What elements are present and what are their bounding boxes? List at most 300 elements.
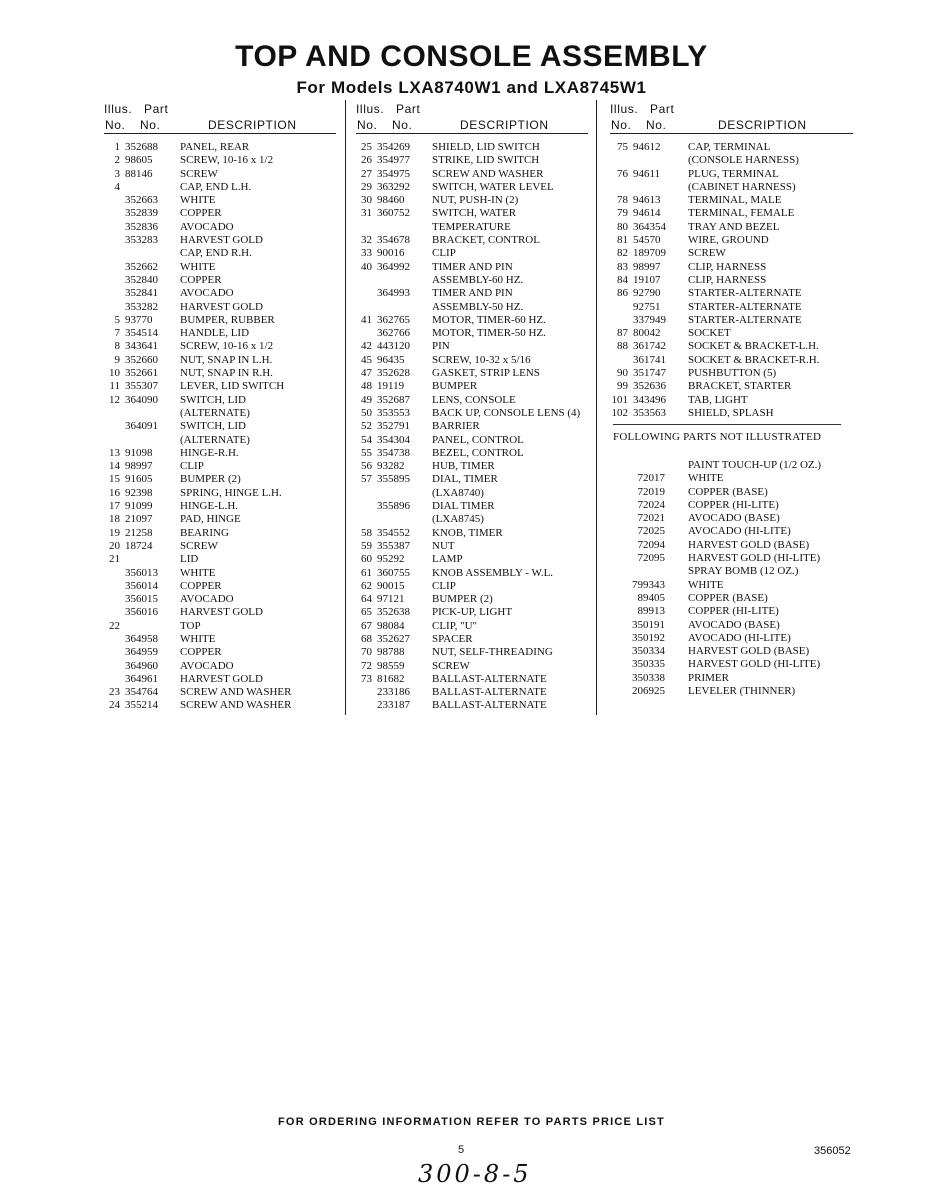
illus-number: 21 [109, 553, 120, 566]
illus-number: 4 [114, 180, 120, 193]
column-header [356, 100, 588, 134]
part-number: 89405 [637, 591, 665, 604]
part-description: (LXA8745) [432, 513, 484, 526]
part-description: HARVEST GOLD (BASE) [688, 645, 810, 658]
table-row [356, 699, 588, 712]
table-row [610, 181, 853, 194]
part-description: GASKET, STRIP LENS [432, 367, 540, 380]
part-number: 21097 [125, 513, 153, 526]
part-number: 343496 [633, 393, 666, 406]
part-number: 351747 [633, 367, 666, 380]
illus-number: 8 [114, 340, 120, 353]
table-row [610, 301, 853, 314]
part-number: 91099 [125, 500, 153, 513]
table-row [610, 314, 853, 327]
table-row [104, 513, 336, 526]
header-part: Part [144, 102, 169, 116]
table-row [610, 194, 853, 207]
part-number: 360755 [377, 566, 410, 579]
part-description: LID [180, 553, 199, 566]
part-description: STARTER-ALTERNATE [688, 313, 802, 326]
part-number: 92790 [633, 287, 661, 300]
part-description: NUT, SELF-THREADING [432, 646, 553, 659]
part-description: COPPER [180, 207, 222, 220]
illus-number: 62 [361, 579, 372, 592]
part-number: 72095 [637, 552, 665, 565]
illus-number: 83 [617, 260, 628, 273]
table-row [104, 673, 336, 686]
illus-number: 24 [109, 699, 120, 712]
illus-number: 64 [361, 593, 372, 606]
part-number: 361742 [633, 340, 666, 353]
part-description: LEVER, LID SWITCH [180, 380, 285, 393]
table-row [613, 592, 853, 605]
table-row [356, 473, 588, 486]
table-row [610, 380, 853, 393]
table-row [610, 168, 853, 181]
header-illus-no: No. [105, 118, 126, 132]
part-number: 355307 [125, 380, 158, 393]
table-row [613, 658, 853, 671]
table-row [610, 340, 853, 353]
illus-number: 15 [109, 473, 120, 486]
table-row [356, 221, 588, 234]
part-description: HANDLE, LID [180, 327, 250, 340]
part-description: BUMPER [432, 380, 478, 393]
part-number: 352687 [377, 393, 410, 406]
table-row [104, 207, 336, 220]
part-number: 94612 [633, 141, 661, 153]
table-row [104, 327, 336, 340]
illus-number: 27 [361, 167, 372, 180]
table-row [356, 540, 588, 553]
table-row [610, 234, 853, 247]
table-row [613, 499, 853, 512]
table-row [104, 606, 336, 619]
table-row [356, 380, 588, 393]
part-number: 19119 [377, 380, 405, 393]
part-description: CAP, END R.H. [180, 247, 252, 260]
table-row [610, 247, 853, 260]
part-description: MOTOR, TIMER-50 HZ. [432, 327, 546, 340]
table-row [104, 447, 336, 460]
header-description: DESCRIPTION [718, 118, 807, 132]
part-number: 91605 [125, 473, 153, 486]
illus-number: 75 [617, 141, 628, 153]
part-description: DIAL TIMER [432, 500, 495, 513]
illus-number: 30 [361, 194, 372, 207]
part-description: COPPER (BASE) [688, 485, 768, 498]
part-number: 54570 [633, 234, 661, 247]
illus-number: 16 [109, 486, 120, 499]
table-row [356, 261, 588, 274]
part-number: 355896 [377, 500, 410, 513]
part-description: CLIP [432, 247, 456, 260]
illus-number: 59 [361, 539, 372, 552]
table-row [104, 261, 336, 274]
part-number: 443120 [377, 340, 410, 353]
part-number: 352662 [125, 260, 158, 273]
table-row [356, 314, 588, 327]
table-row [356, 633, 588, 646]
part-description: KNOB ASSEMBLY - W.L. [432, 566, 554, 579]
page-title: TOP AND CONSOLE ASSEMBLY [235, 40, 708, 73]
part-description: SCREW AND WASHER [180, 699, 292, 712]
table-row [613, 645, 853, 658]
ordering-footer: FOR ORDERING INFORMATION REFER TO PARTS PRICE LIST [278, 1116, 665, 1128]
part-description: (ALTERNATE) [180, 433, 250, 446]
table-row [104, 181, 336, 194]
illus-number: 10 [109, 367, 120, 380]
parts-list [104, 141, 336, 713]
part-description: COPPER (HI-LITE) [688, 605, 779, 618]
part-number: 93282 [377, 460, 405, 473]
part-description: STARTER-ALTERNATE [688, 287, 802, 300]
part-description: COPPER (HI-LITE) [688, 498, 779, 511]
part-description: HARVEST GOLD [180, 234, 263, 247]
part-description: SWITCH, LID [180, 420, 246, 433]
table-row [104, 234, 336, 247]
illus-number: 14 [109, 460, 120, 473]
part-description: ASSEMBLY-50 HZ. [432, 300, 524, 313]
table-row [610, 327, 853, 340]
table-row [104, 407, 336, 420]
part-description: SOCKET & BRACKET-L.H. [688, 340, 819, 353]
part-description: WHITE [180, 260, 216, 273]
table-row [610, 354, 853, 367]
illus-number: 101 [611, 393, 628, 406]
part-description: CAP, END L.H. [180, 180, 252, 193]
part-description: SPRAY BOMB (12 OZ.) [688, 565, 799, 578]
illus-number: 99 [617, 380, 628, 393]
part-description: AVOCADO (HI-LITE) [688, 525, 791, 538]
part-description: COPPER (BASE) [688, 591, 768, 604]
table-row [104, 194, 336, 207]
illus-number: 42 [361, 340, 372, 353]
part-number: 97121 [377, 593, 405, 606]
header-part-no: No. [392, 118, 413, 132]
part-number: 350338 [632, 671, 665, 684]
illus-number: 72 [361, 659, 372, 672]
part-description: SOCKET [688, 327, 731, 340]
part-description: NUT [432, 539, 455, 552]
part-number: 354738 [377, 446, 410, 459]
part-description: PUSHBUTTON (5) [688, 367, 777, 380]
part-number: 362765 [377, 313, 410, 326]
part-description: SWITCH, LID [180, 393, 246, 406]
table-row [613, 472, 853, 485]
part-number: 81682 [377, 672, 405, 685]
illus-number: 5 [114, 313, 120, 326]
illus-number: 3 [114, 167, 120, 180]
part-number: 353283 [125, 234, 158, 247]
part-number: 364992 [377, 260, 410, 273]
illus-number: 23 [109, 686, 120, 699]
header-part-no: No. [140, 118, 161, 132]
table-row [104, 434, 336, 447]
illus-number: 61 [361, 566, 372, 579]
part-description: NUT, SNAP IN R.H. [180, 367, 273, 380]
part-number: 92398 [125, 486, 153, 499]
part-number: 352688 [125, 141, 158, 153]
table-row [104, 247, 336, 260]
illus-number: 32 [361, 234, 372, 247]
table-row [610, 407, 853, 420]
table-row [613, 672, 853, 685]
illus-number: 102 [611, 406, 628, 419]
column-header [104, 100, 336, 134]
illus-number: 80 [617, 220, 628, 233]
part-description: HARVEST GOLD [180, 606, 263, 619]
parts-list [356, 141, 588, 713]
part-number: 352663 [125, 194, 158, 207]
parts-list [610, 141, 853, 420]
part-number: 95292 [377, 553, 405, 566]
part-number: 98460 [377, 194, 405, 207]
part-number: 364090 [125, 393, 158, 406]
illus-number: 82 [617, 247, 628, 260]
table-row [356, 553, 588, 566]
table-row [104, 487, 336, 500]
part-description: TIMER AND PIN [432, 260, 513, 273]
part-description: SWITCH, WATER LEVEL [432, 180, 554, 193]
illus-number: 25 [361, 141, 372, 153]
part-number: 352791 [377, 420, 410, 433]
part-number: 98559 [377, 659, 405, 672]
part-number: 364960 [125, 659, 158, 672]
part-description: PANEL, REAR [180, 141, 250, 153]
part-number: 364993 [377, 287, 410, 300]
part-description: SCREW [688, 247, 726, 260]
part-description: PAD, HINGE [180, 513, 241, 526]
table-row [613, 579, 853, 592]
part-number: 360752 [377, 207, 410, 220]
column-divider [596, 100, 597, 715]
table-row [104, 287, 336, 300]
table-row [356, 487, 588, 500]
part-number: 354977 [377, 154, 410, 167]
table-row [356, 274, 588, 287]
parts-column-1 [104, 100, 336, 713]
part-number: 93770 [125, 313, 153, 326]
part-number: 350335 [632, 658, 665, 671]
illus-number: 31 [361, 207, 372, 220]
part-description: STRIKE, LID SWITCH [432, 154, 540, 167]
table-row [104, 168, 336, 181]
part-description: TERMINAL, FEMALE [688, 207, 795, 220]
illus-number: 49 [361, 393, 372, 406]
table-row [356, 234, 588, 247]
table-row [613, 605, 853, 618]
part-number: 354552 [377, 526, 410, 539]
header-illus: Illus. [610, 102, 639, 116]
part-description: NUT, PUSH-IN (2) [432, 194, 519, 207]
table-row [613, 632, 853, 645]
part-description: WHITE [688, 472, 724, 485]
illus-number: 22 [109, 619, 120, 632]
table-row [610, 207, 853, 220]
page-number: 5 [458, 1144, 465, 1156]
part-number: 98084 [377, 619, 405, 632]
part-description: SCREW AND WASHER [180, 686, 292, 699]
part-number: 353553 [377, 406, 410, 419]
table-row [104, 580, 336, 593]
header-part: Part [396, 102, 421, 116]
part-number: 352638 [377, 606, 410, 619]
illus-number: 11 [109, 380, 120, 393]
illus-number: 9 [114, 353, 120, 366]
illus-number: 78 [617, 194, 628, 207]
part-description: BUMPER (2) [180, 473, 241, 486]
part-number: 92751 [633, 300, 661, 313]
part-description: CLIP, "U" [432, 619, 478, 632]
part-number: 799343 [632, 578, 665, 591]
part-description: WIRE, GROUND [688, 234, 769, 247]
illus-number: 60 [361, 553, 372, 566]
part-number: 355895 [377, 473, 410, 486]
header-illus: Illus. [104, 102, 133, 116]
part-description: TERMINAL, MALE [688, 194, 782, 207]
illus-number: 56 [361, 460, 372, 473]
table-row [104, 646, 336, 659]
table-row [356, 646, 588, 659]
header-illus-no: No. [611, 118, 632, 132]
table-row [104, 500, 336, 513]
part-number: 352841 [125, 287, 158, 300]
part-number: 364091 [125, 420, 158, 433]
table-row [610, 221, 853, 234]
table-row [610, 287, 853, 300]
table-row [610, 261, 853, 274]
table-row [104, 473, 336, 486]
part-number: 90016 [377, 247, 405, 260]
illus-number: 29 [361, 180, 372, 193]
part-description: LAMP [432, 553, 463, 566]
part-number: 94614 [633, 207, 661, 220]
part-number: 98997 [125, 460, 153, 473]
table-row [356, 686, 588, 699]
illus-number: 26 [361, 154, 372, 167]
part-number: 354304 [377, 433, 410, 446]
table-row [613, 486, 853, 499]
table-row [356, 420, 588, 433]
part-number: 233186 [377, 686, 410, 699]
part-description: SPACER [432, 632, 473, 645]
parts-column-2 [356, 100, 588, 713]
part-description: AVOCADO (HI-LITE) [688, 631, 791, 644]
part-number: 98605 [125, 154, 153, 167]
table-row [356, 141, 588, 154]
table-row [610, 394, 853, 407]
part-description: BUMPER (2) [432, 593, 493, 606]
part-number: 352839 [125, 207, 158, 220]
part-description: HUB, TIMER [432, 460, 495, 473]
illus-number: 84 [617, 273, 628, 286]
table-row [356, 247, 588, 260]
illus-number: 76 [617, 167, 628, 180]
part-number: 356013 [125, 566, 158, 579]
part-description: SCREW, 10-16 x 1/2 [180, 154, 274, 167]
part-number: 356014 [125, 579, 158, 592]
illus-number: 55 [361, 446, 372, 459]
table-row [356, 434, 588, 447]
part-number: 354975 [377, 167, 410, 180]
part-description: SCREW, 10-16 x 1/2 [180, 340, 274, 353]
table-row [613, 525, 853, 538]
table-row [356, 660, 588, 673]
table-row [104, 527, 336, 540]
illus-number: 87 [617, 327, 628, 340]
part-number: 90015 [377, 579, 405, 592]
table-row [356, 340, 588, 353]
document-number: 356052 [814, 1145, 851, 1157]
illus-number: 79 [617, 207, 628, 220]
part-description: SOCKET & BRACKET-R.H. [688, 353, 820, 366]
part-description: CAP, TERMINAL [688, 141, 771, 153]
part-number: 72019 [637, 485, 665, 498]
part-number: 352636 [633, 380, 666, 393]
part-description: AVOCADO [180, 593, 234, 606]
table-row [356, 207, 588, 220]
part-number: 343641 [125, 340, 158, 353]
part-description: WHITE [180, 194, 216, 207]
part-description: BUMPER, RUBBER [180, 313, 275, 326]
part-description: PLUG, TERMINAL [688, 167, 779, 180]
part-description: SCREW [432, 659, 470, 672]
part-description: AVOCADO (BASE) [688, 618, 780, 631]
part-number: 353563 [633, 406, 666, 419]
table-row [356, 567, 588, 580]
part-description: BALLAST-ALTERNATE [432, 699, 547, 712]
illus-number: 20 [109, 539, 120, 552]
part-number: 98788 [377, 646, 405, 659]
header-description: DESCRIPTION [460, 118, 549, 132]
table-row [104, 141, 336, 154]
part-number: 350191 [632, 618, 665, 631]
part-description: PIN [432, 340, 450, 353]
table-row [356, 606, 588, 619]
table-row [356, 447, 588, 460]
part-description: (LXA8740) [432, 486, 484, 499]
part-description: PICK-UP, LIGHT [432, 606, 513, 619]
part-number: 354678 [377, 234, 410, 247]
part-description: BALLAST-ALTERNATE [432, 672, 547, 685]
part-number: 18724 [125, 539, 153, 552]
part-description: BRACKET, CONTROL [432, 234, 540, 247]
table-row [104, 420, 336, 433]
table-row [613, 565, 853, 578]
table-row [104, 660, 336, 673]
part-number: 352840 [125, 273, 158, 286]
table-row [610, 141, 853, 154]
part-description: COPPER [180, 273, 222, 286]
part-number: 189709 [633, 247, 666, 260]
part-number: 21258 [125, 526, 153, 539]
illus-number: 88 [617, 340, 628, 353]
table-row [610, 367, 853, 380]
table-row [356, 673, 588, 686]
illus-number: 68 [361, 632, 372, 645]
illus-number: 52 [361, 420, 372, 433]
table-row [104, 553, 336, 566]
part-number: 352661 [125, 367, 158, 380]
part-description: PRIMER [688, 671, 729, 684]
part-description: PANEL, CONTROL [432, 433, 524, 446]
part-description: COPPER [180, 579, 222, 592]
table-row [610, 154, 853, 167]
part-number: 352627 [377, 632, 410, 645]
part-description: BEARING [180, 526, 229, 539]
